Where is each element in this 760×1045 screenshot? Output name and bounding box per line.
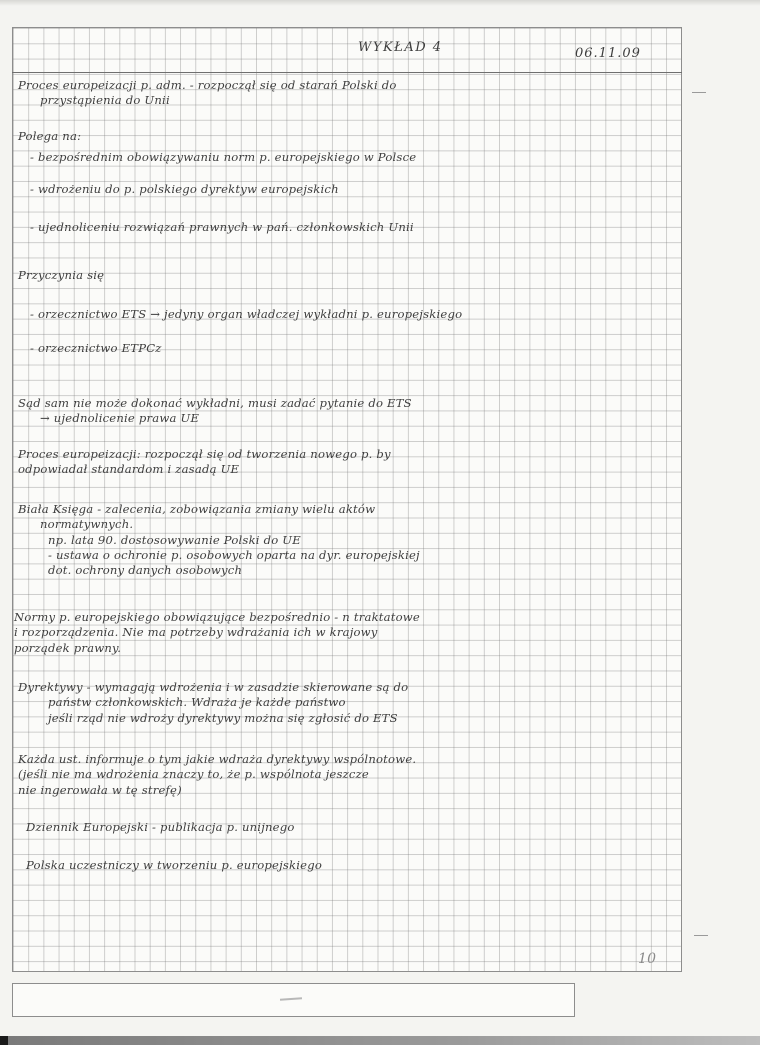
note-line: Przyczynia się [18,268,105,282]
note-line: Proces europeizacji: rozpoczął się od tworzenia nowego p. by [18,447,391,461]
note-block-2 [18,129,81,144]
note-line: - orzecznictwo ETPCz [30,341,162,355]
note-line: → ujednolicenie prawa UE [40,411,200,426]
note-line: (jeśli nie ma wdrożenia znaczy to, że p. wspólnota jeszcze [18,767,369,782]
note-line: odpowiadał standardom i zasadą UE [18,462,240,477]
note-block-11 [18,502,420,578]
lecture-date: 06.11.09 [575,46,641,61]
note-line: nie ingerowała w tę strefę) [18,782,182,797]
note-line: Normy p. europejskiego obowiązujące bezpośrednio - n traktatowe [14,610,420,624]
note-line: państw członkowskich. Wdraża je każde państwo [48,695,346,710]
note-line: Dziennik Europejski - publikacja p. unijnego [26,820,295,834]
note-line: Dyrektywy - wymagają wdrożenia i w zasadzie skierowane są do [18,680,409,694]
note-block-12 [14,610,420,656]
note-block-10 [18,447,391,478]
note-block-9 [18,396,412,427]
note-block-6 [18,268,104,283]
note-line: porządek prawny. [14,640,122,655]
note-line: Każda ust. informuje o tym jakie wdraża dyrektywy wspólnotowe. [18,752,417,766]
note-line: Polska uczestniczy w tworzeniu p. europejskiego [26,858,323,872]
note-line: - wdrożeniu do p. polskiego dyrektyw europejskich [30,182,339,196]
note-block-15 [26,820,295,835]
note-line: np. lata 90. dostosowywanie Polski do UE [48,532,301,547]
note-block-3 [30,150,416,165]
note-block-1 [18,78,397,109]
note-block-7 [30,307,462,322]
note-line: - ujednoliceniu rozwiązań prawnych w pań. członkowskich Unii [30,220,414,234]
note-block-4 [30,182,339,197]
note-block-5 [30,220,414,235]
page-number: 10 [638,951,657,967]
note-line: jeśli rząd nie wdroży dyrektywy można się zgłosić do ETS [48,710,398,725]
note-line: dot. ochrony danych osobowych [48,563,243,578]
note-block-13 [18,680,408,726]
note-line: normatywnych. [40,517,134,532]
note-line: Biała Księga - zalecenia, zobowiązania zmiany wielu aktów [18,502,376,516]
footer-box [12,983,575,1017]
note-line: - ustawa o ochronie p. osobowych oparta na dyr. europejskiej [48,547,420,562]
note-line: i rozporządzenia. Nie ma potrzeby wdrażania ich w krajowy [14,625,378,640]
note-block-14 [18,752,416,798]
note-line: przystąpienia do Unii [40,93,170,108]
note-line: Polega na: [18,129,82,143]
note-block-16 [26,858,322,873]
margin-tick [692,92,706,93]
note-line: Proces europeizacji p. adm. - rozpoczął się od starań Polski do [18,78,397,92]
margin-tick [694,935,708,936]
note-line: Sąd sam nie może dokonać wykładni, musi zadać pytanie do ETS [18,396,412,410]
note-line: - orzecznictwo ETS → jedyny organ władczej wykładni p. europejskiego [30,307,463,321]
note-line: - bezpośrednim obowiązywaniu norm p. europejskiego w Polsce [30,150,417,164]
note-block-8 [30,341,162,356]
scan-edge-bottom [0,1036,760,1045]
scan-edge-top [0,0,760,6]
lecture-title: WYKŁAD 4 [358,40,443,55]
